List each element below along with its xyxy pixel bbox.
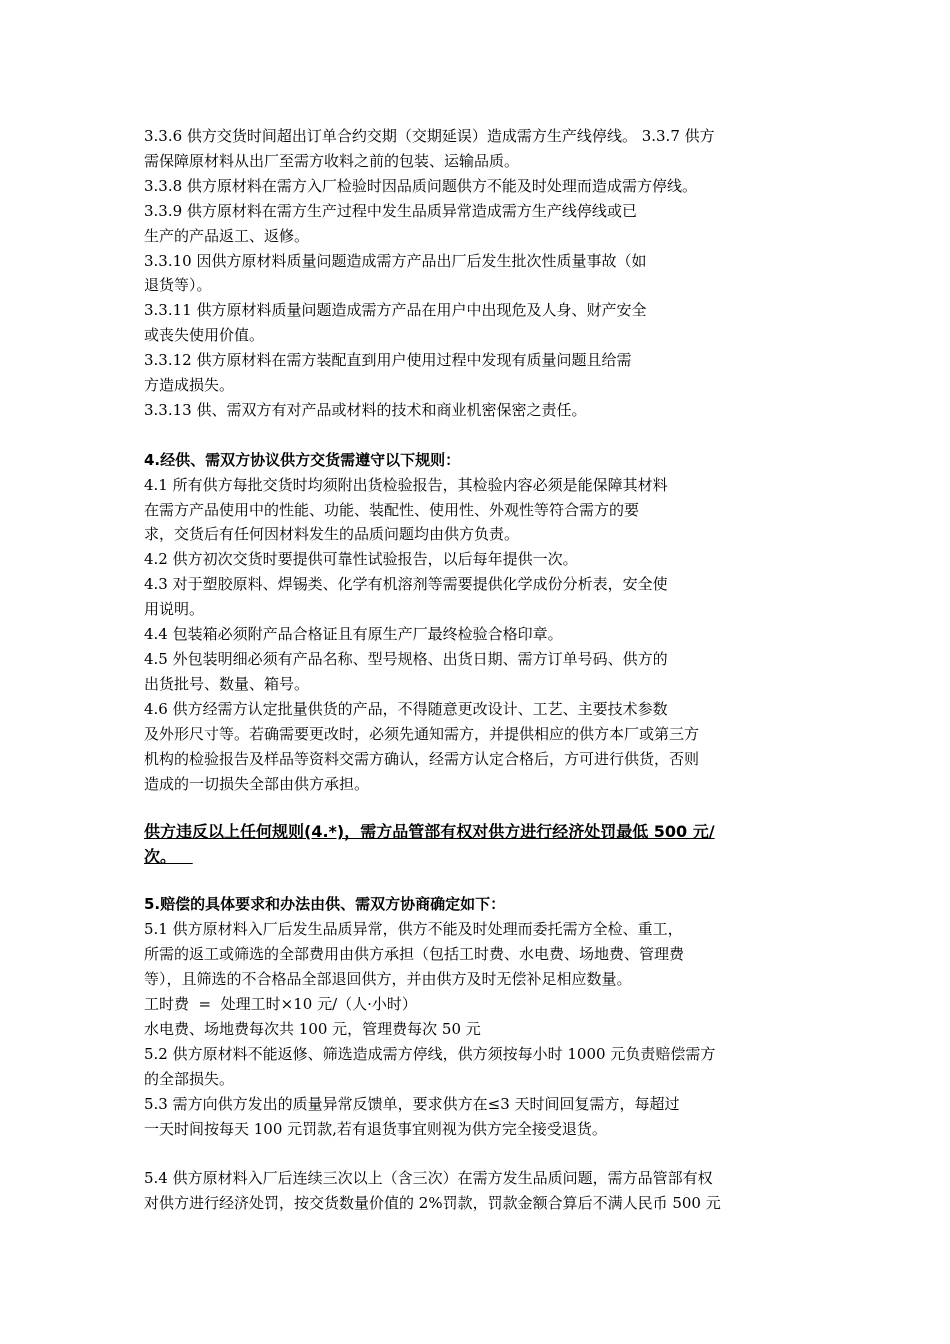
section-4-rules (144, 473, 810, 797)
text-line: 造成的一切损失全部由供方承担。 (144, 774, 370, 793)
text-line: 水电费、场地费每次共 100 元，管理费每次 50 元 (144, 1019, 481, 1038)
text-line: 方造成损失。 (144, 376, 235, 395)
text-line: 用说明。 (144, 600, 205, 619)
spacer (144, 796, 810, 819)
text-line: 或丧失使用价值。 (144, 326, 265, 345)
text-line: 3.3.13 供、需双方有对产品或材料的技术和商业机密保密之责任。 (144, 400, 587, 419)
penalty-line: 供方违反以上任何规则(4.*)，需方品管部有权对供方进行经济处罚最低 500 元/ (144, 822, 715, 842)
penalty-notice (144, 819, 810, 869)
spacer (144, 869, 810, 892)
text-line: 及外形尺寸等。若确需要更改时，必须先通知需方，并提供相应的供方本厂或第三方 (144, 724, 700, 743)
spacer (144, 1142, 810, 1167)
section-5-4-clause (144, 1166, 810, 1216)
text-line: 出货批号、数量、箱号。 (144, 674, 310, 693)
text-line: 的全部损失。 (144, 1069, 235, 1088)
document-page (144, 124, 810, 1216)
text-line: 生产的产品返工、返修。 (144, 226, 310, 245)
text-line: 在需方产品使用中的性能、功能、装配性、使用性、外观性等符合需方的要 (144, 500, 640, 519)
text-line: 一天时间按每天 100 元罚款,若有退货事宜则视为供方完全接受退货。 (144, 1119, 607, 1138)
text-line: 4.3 对于塑胶原料、焊锡类、化学有机溶剂等需要提供化学成份分析表，安全使 (144, 575, 668, 594)
text-line: 工时费 = 处理工时×10 元/（人·小时） (144, 995, 417, 1014)
text-line: 5.3 需方向供方发出的质量异常反馈单，要求供方在≤3 天时间回复需方，每超过 (144, 1094, 680, 1113)
text-line: 4.4 包装箱必须附产品合格证且有原生产厂最终检验合格印章。 (144, 625, 563, 644)
section-5-clauses (144, 917, 810, 1141)
text-line: 需保障原材料从出厂至需方收料之前的包装、运输品质。 (144, 151, 520, 170)
text-line: 3.3.12 供方原材料在需方装配直到用户使用过程中发现有质量问题且给需 (144, 351, 632, 370)
text-line: 所需的返工或筛选的全部费用由供方承担（包括工时费、水电费、场地费、管理费 (144, 945, 685, 964)
spacer (144, 423, 810, 448)
text-line: 3.3.6 供方交货时间超出订单合约交期（交期延误）造成需方生产线停线。 3.3.7 供方 (144, 127, 715, 145)
penalty-line: 次。 (144, 847, 193, 867)
text-line: 4.6 供方经需方认定批量供货的产品，不得随意更改设计、工艺、主要技术参数 (144, 699, 668, 718)
section-4-heading: 4.经供、需双方协议供方交货需遵守以下规则： (144, 450, 461, 469)
text-line: 5.1 供方原材料入厂后发生品质异常，供方不能及时处理而委托需方全检、重工， (144, 920, 683, 939)
text-line: 4.1 所有供方每批交货时均须附出货检验报告，其检验内容必须是能保障其材料 (144, 475, 668, 494)
text-line: 机构的检验报告及样品等资料交需方确认，经需方认定合格后，方可进行供货，否则 (144, 749, 700, 768)
section-5-heading: 5.赔偿的具体要求和办法由供、需双方协商确定如下： (144, 895, 506, 914)
text-line: 对供方进行经济处罚，按交货数量价值的 2%罚款，罚款金额合算后不满人民币 500 元 (144, 1194, 721, 1213)
text-line: 3.3.10 因供方原材料质量问题造成需方产品出厂后发生批次性质量事故（如 (144, 251, 647, 270)
text-line: 4.5 外包装明细必须有产品名称、型号规格、出货日期、需方订单号码、供方的 (144, 650, 668, 669)
text-line: 4.2 供方初次交货时要提供可靠性试验报告，以后每年提供一次。 (144, 550, 578, 569)
text-line: 3.3.9 供方原材料在需方生产过程中发生品质异常造成需方生产线停线或已 (144, 201, 637, 220)
section-3-3-clauses (144, 124, 810, 423)
text-line: 5.2 供方原材料不能返修、筛选造成需方停线，供方须按每小时 1000 元负责赔偿需方 (144, 1044, 716, 1063)
text-line: 3.3.8 供方原材料在需方入厂检验时因品质问题供方不能及时处理而造成需方停线。 (144, 176, 697, 195)
text-line: 3.3.11 供方原材料质量问题造成需方产品在用户中出现危及人身、财产安全 (144, 301, 647, 320)
text-line: 退货等）。 (144, 276, 212, 295)
text-line: 等），且筛选的不合格品全部退回供方，并由供方及时无偿补足相应数量。 (144, 970, 632, 989)
text-line: 求，交货后有任何因材料发生的品质问题均由供方负责。 (144, 525, 520, 544)
text-line: 5.4 供方原材料入厂后连续三次以上（含三次）在需方发生品质问题，需方品管部有权 (144, 1169, 713, 1188)
